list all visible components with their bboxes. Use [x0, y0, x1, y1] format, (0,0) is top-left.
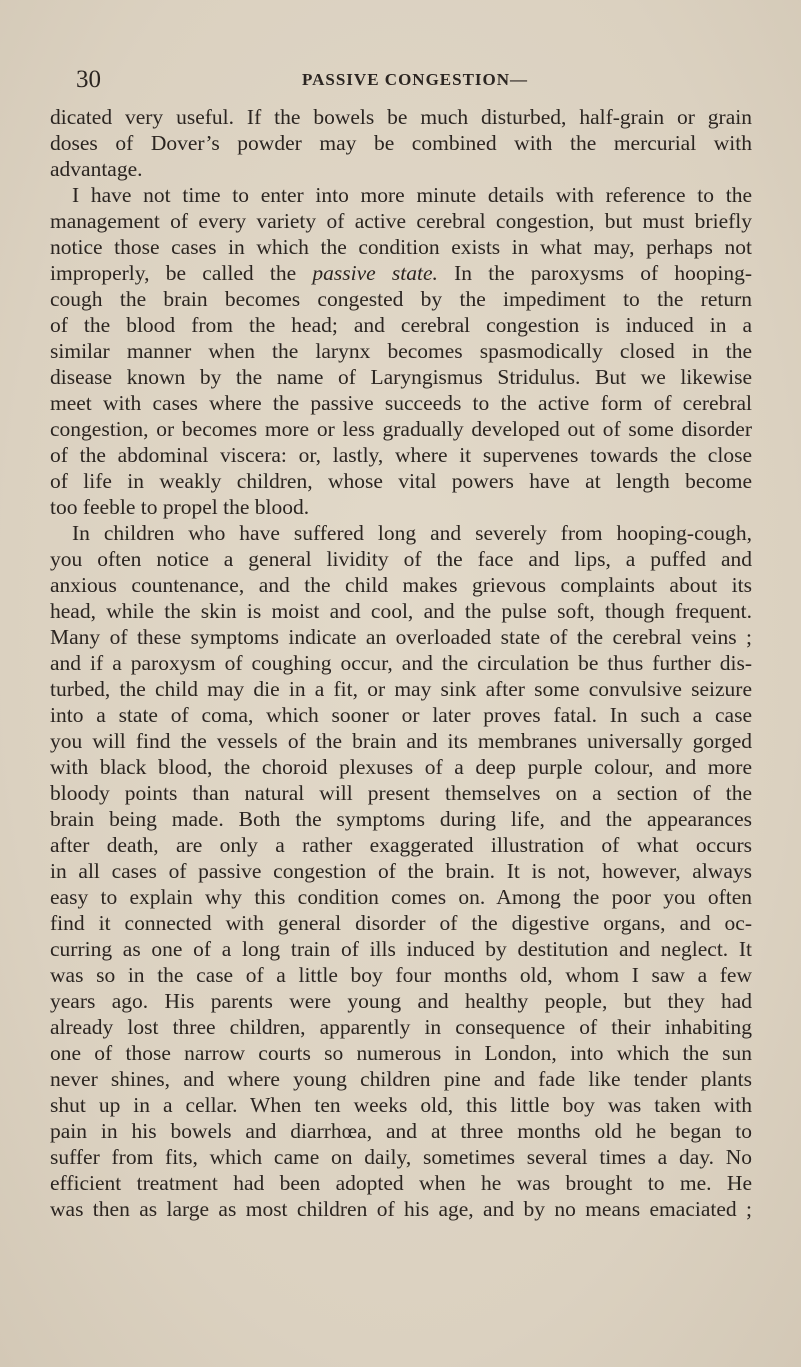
text-line [50, 624, 752, 650]
line-text: efficient treatment had been adopted when he was brought to me. He [50, 1171, 752, 1195]
text-line [50, 338, 752, 364]
line-text: dicated very useful. If the bowels be much disturbed, half-grain or grain [50, 105, 752, 129]
text-line [50, 806, 752, 832]
text-line [50, 988, 752, 1014]
text-line [50, 520, 752, 546]
line-text: congestion, or becomes more or less gradually developed out of some disorder [50, 417, 752, 441]
text-line [50, 364, 752, 390]
line-text: after death, are only a rather exaggerated illustration of what occurs [50, 833, 752, 857]
text-line [50, 884, 752, 910]
text-line [50, 832, 752, 858]
line-text: In children who have suffered long and severely from hooping-cough, [72, 521, 752, 545]
text-line [50, 650, 752, 676]
text-line [50, 676, 752, 702]
line-text: meet with cases where the passive succeeds to the active form of cerebral [50, 391, 752, 415]
text-line [50, 390, 752, 416]
line-text: cough the brain becomes congested by the impediment to the return [50, 287, 752, 311]
line-text: find it connected with general disorder of the digestive organs, and oc- [50, 911, 752, 935]
text-line [50, 208, 752, 234]
text-line [50, 910, 752, 936]
text-line [50, 1014, 752, 1040]
text-line [50, 234, 752, 260]
text-line [50, 1196, 752, 1222]
page-header [50, 66, 752, 96]
line-text: In the paroxysms of hooping- [437, 261, 752, 285]
text-line [50, 728, 752, 754]
line-text: disease known by the name of Laryngismus Stridulus. But we likewise [50, 365, 752, 389]
line-text: in all cases of passive congestion of the brain. It is not, however, always [50, 859, 752, 883]
line-text: similar manner when the larynx becomes spasmodically closed in the [50, 339, 752, 363]
text-line [50, 312, 752, 338]
running-title: PASSIVE CONGESTION— [302, 70, 529, 89]
text-line [50, 1092, 752, 1118]
text-line [50, 858, 752, 884]
line-text: notice those cases in which the condition exists in what may, perhaps not [50, 235, 752, 259]
line-text: too feeble to propel the blood. [50, 495, 310, 519]
line-text: suffer from fits, which came on daily, sometimes several times a day. No [50, 1145, 752, 1169]
line-text: bloody points than natural will present themselves on a section of the [50, 781, 752, 805]
line-text: improperly, be called the [50, 261, 313, 285]
text-line [50, 962, 752, 988]
line-text: already lost three children, apparently in consequence of their inhabiting [50, 1015, 752, 1039]
line-text: brain being made. Both the symptoms during life, and the appearances [50, 807, 752, 831]
line-text: curring as one of a long train of ills induced by destitution and neglect. It [50, 937, 752, 961]
line-text: was so in the case of a little boy four months old, whom I saw a few [50, 963, 752, 987]
line-text: head, while the skin is moist and cool, and the pulse soft, though frequent. [50, 599, 752, 623]
line-text: pain in his bowels and diarrhœa, and at three months old he began to [50, 1119, 752, 1143]
text-line [50, 494, 752, 520]
text-line [50, 1040, 752, 1066]
text-line [50, 130, 752, 156]
line-text: of the blood from the head; and cerebral congestion is induced in a [50, 313, 752, 337]
line-text: I have not time to enter into more minute details with reference to the [72, 183, 752, 207]
text-line [50, 1170, 752, 1196]
line-text: and if a paroxysm of coughing occur, and the circulation be thus further dis- [50, 651, 752, 675]
text-line [50, 416, 752, 442]
line-text: anxious countenance, and the child makes grievous complaints about its [50, 573, 752, 597]
text-line [50, 156, 752, 182]
line-text: turbed, the child may die in a fit, or may sink after some convulsive seizure [50, 677, 752, 701]
line-text: years ago. His parents were young and healthy people, but they had [50, 989, 752, 1013]
text-line [50, 702, 752, 728]
text-line [50, 182, 752, 208]
line-text: was then as large as most children of his age, and by no means emaciated ; [50, 1197, 752, 1221]
text-line [50, 936, 752, 962]
body-text [50, 104, 752, 1222]
line-text: never shines, and where young children pine and fade like tender plants [50, 1067, 752, 1091]
text-line [50, 468, 752, 494]
line-text: of life in weakly children, whose vital powers have at length become [50, 469, 752, 493]
text-line [50, 104, 752, 130]
text-line [50, 780, 752, 806]
line-text: of the abdominal viscera: or, lastly, where it supervenes towards the close [50, 443, 752, 467]
line-text: easy to explain why this condition comes on. Among the poor you often [50, 885, 752, 909]
text-line [50, 442, 752, 468]
italic-text: passive state. [312, 261, 438, 285]
text-line [50, 286, 752, 312]
line-text: management of every variety of active cerebral congestion, but must briefly [50, 209, 752, 233]
line-text: shut up in a cellar. When ten weeks old, this little boy was taken with [50, 1093, 752, 1117]
text-line [50, 260, 752, 286]
text-line [50, 572, 752, 598]
text-line [50, 1144, 752, 1170]
line-text: you will find the vessels of the brain and its membranes universally gorged [50, 729, 752, 753]
text-line [50, 546, 752, 572]
line-text: advantage. [50, 157, 143, 181]
text-line [50, 598, 752, 624]
line-text: doses of Dover’s powder may be combined with the mercurial with [50, 131, 752, 155]
page-number: 30 [76, 66, 101, 93]
line-text: into a state of coma, which sooner or later proves fatal. In such a case [50, 703, 752, 727]
text-line [50, 754, 752, 780]
line-text: one of those narrow courts so numerous in London, into which the sun [50, 1041, 752, 1065]
text-line [50, 1066, 752, 1092]
line-text: with black blood, the choroid plexuses of a deep purple colour, and more [50, 755, 752, 779]
line-text: Many of these symptoms indicate an overloaded state of the cerebral veins ; [50, 625, 752, 649]
text-line [50, 1118, 752, 1144]
line-text: you often notice a general lividity of the face and lips, a puffed and [50, 547, 752, 571]
